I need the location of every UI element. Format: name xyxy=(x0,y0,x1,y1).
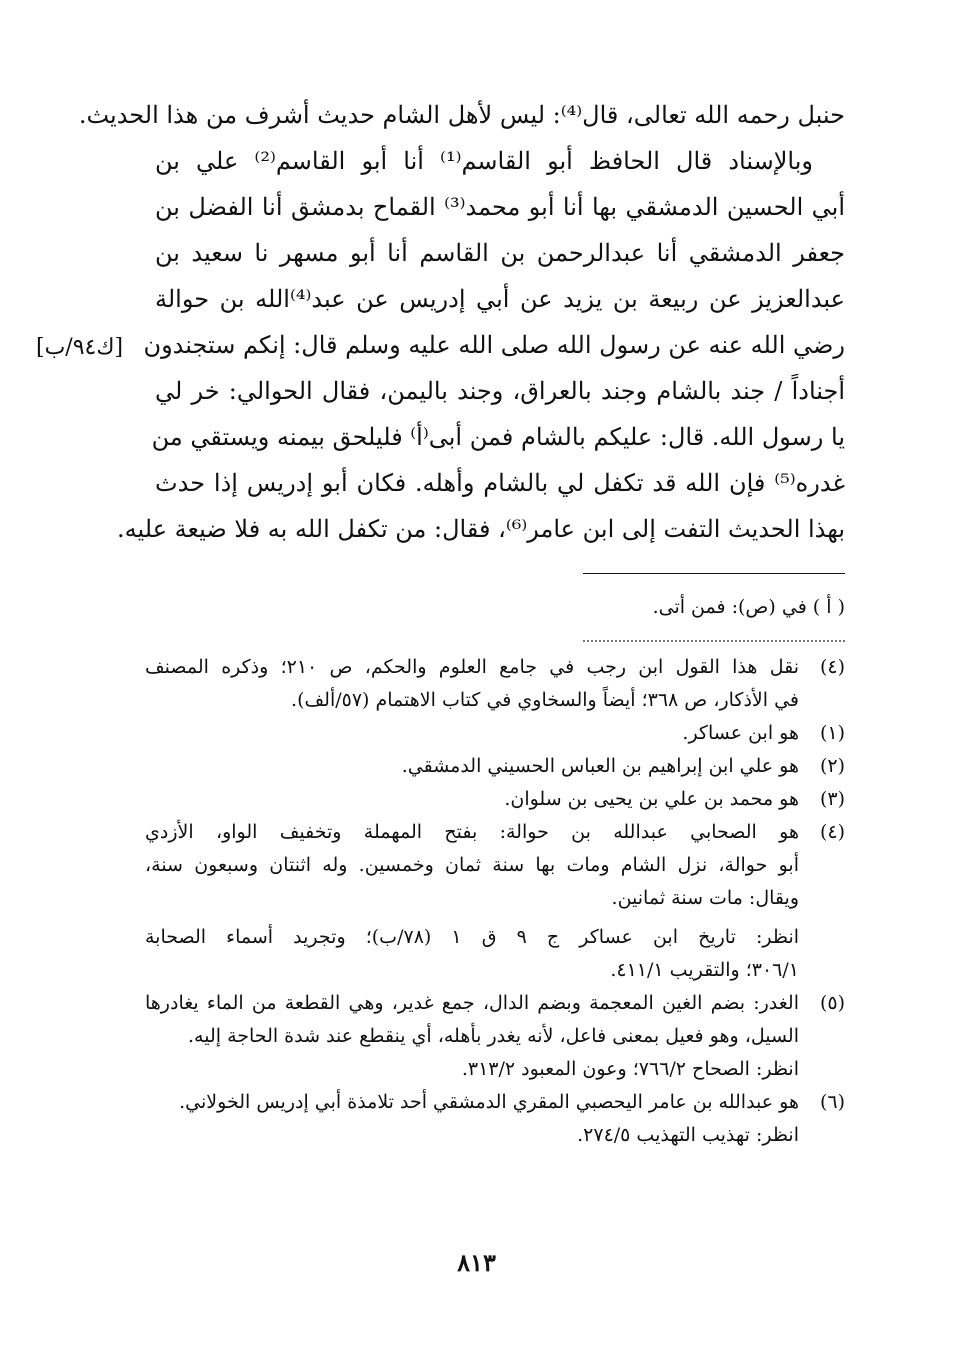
footnote-separator-rule xyxy=(583,573,845,574)
footnote-line: هو محمد بن علي بن يحيى بن سلوان. xyxy=(504,788,799,810)
footnote-number: (٦) xyxy=(819,1091,845,1113)
footnote-line: ٣٠٦/١؛ والتقريب ٤١١/١. xyxy=(610,959,799,981)
footnote-number: (١) xyxy=(819,722,845,744)
main-text-line: أجناداً / جند بالشام وجند بالعراق، وجند باليمن، فقال الحوالي: خر لي xyxy=(155,377,845,405)
variant-reading-note: ( أ ) في (ص): فمن أتى. xyxy=(652,596,845,618)
footnote-line: هو الصحابي عبدالله بن حوالة: بفتح المهملة وتخفيف الواو، الأزدي xyxy=(145,821,799,843)
main-text-line: جعفر الدمشقي أنا عبدالرحمن بن القاسم أنا أبو مسهر نا سعيد بن xyxy=(155,239,845,267)
footnote xyxy=(145,783,845,816)
page-number: ٨١٣ xyxy=(457,1248,496,1277)
footnote-number: (٤) xyxy=(819,656,845,678)
main-text-line: رضي الله عنه عن رسول الله صلى الله عليه وسلم قال: إنكم ستجندون xyxy=(143,331,845,359)
footnote-line: نقل هذا القول ابن رجب في جامع العلوم والحكم، ص ٢١٠؛ وذكره المصنف xyxy=(145,656,799,678)
main-text-line: وبالإسناد قال الحافظ أبو القاسم⁽¹⁾ أنا أبو القاسم⁽²⁾ علي بن xyxy=(155,147,813,175)
footnote-line: هو علي ابن إبراهيم بن العباس الحسيني الدمشقي. xyxy=(401,755,799,777)
footnote-number: (٥) xyxy=(819,992,845,1014)
footnote-line: أبو حوالة، نزل الشام ومات بها سنة ثمان وخمسين. وله اثنتان وسبعون سنة، xyxy=(145,854,799,876)
footnote xyxy=(145,1086,845,1152)
footnote-number: (٤) xyxy=(819,821,845,843)
dotted-separator xyxy=(583,640,845,642)
main-text-line: أبي الحسين الدمشقي بها أنا أبو محمد⁽³⁾ القماح بدمشق أنا الفضل بن xyxy=(155,193,845,221)
footnote-line: هو ابن عساكر. xyxy=(682,722,799,744)
footnote xyxy=(145,750,845,783)
footnotes-block xyxy=(145,651,845,1152)
footnote-line: انظر: الصحاح ٧٦٦/٢؛ وعون المعبود ٣١٣/٢. xyxy=(461,1058,799,1080)
main-text-line: بهذا الحديث التفت إلى ابن عامر⁽⁶⁾، فقال: من تكفل الله به فلا ضيعة عليه. xyxy=(117,515,845,543)
main-text-line: حنبل رحمه الله تعالى، قال⁽⁴⁾: ليس لأهل الشام حديث أشرف من هذا الحديث. xyxy=(78,101,845,129)
footnote-line: السيل، وهو فعيل بمعنى فاعل، لأنه يغدر بأهله، أي ينقطع عند شدة الحاجة إليه. xyxy=(188,1025,799,1047)
footnote-line: هو عبدالله بن عامر اليحصبي المقري الدمشقي أحد تلامذة أبي إدريس الخولاني. xyxy=(179,1091,799,1113)
footnote xyxy=(145,651,845,717)
footnote-line: انظر: تاريخ ابن عساكر ج ٩ ق ١ (٧٨/ب)؛ وتجريد أسماء الصحابة xyxy=(145,926,800,948)
footnote xyxy=(145,987,845,1086)
footnote-number: (٢) xyxy=(819,755,845,777)
footnote xyxy=(145,717,845,750)
main-text-line: يا رسول الله. قال: عليكم بالشام فمن أبى⁽أ⁾ فليلحق بيمنه ويستقي من xyxy=(151,423,845,451)
footnote-line: الغدر: بضم الغين المعجمة وبضم الدال، جمع غدير، وهي القطعة من الماء يغادرها xyxy=(145,992,799,1014)
footnote xyxy=(145,816,845,987)
manuscript-folio-reference: [ك٩٤/ب] xyxy=(36,335,124,360)
footnote-line: في الأذكار، ص ٣٦٨؛ أيضاً والسخاوي في كتاب الاهتمام (٥٧/ألف). xyxy=(291,689,799,711)
footnote-number: (٣) xyxy=(819,788,845,810)
main-text-line: غدره⁽⁵⁾ فإن الله قد تكفل لي بالشام وأهله. فكان أبو إدريس إذا حدث xyxy=(155,469,845,497)
main-text-line: عبدالعزيز عن ربيعة بن يزيد عن أبي إدريس عن عبد⁽⁴⁾الله بن حوالة xyxy=(155,285,845,313)
footnote-line: ويقال: مات سنة ثمانين. xyxy=(611,887,799,909)
footnote-line: انظر: تهذيب التهذيب ٢٧٤/٥. xyxy=(577,1124,799,1146)
